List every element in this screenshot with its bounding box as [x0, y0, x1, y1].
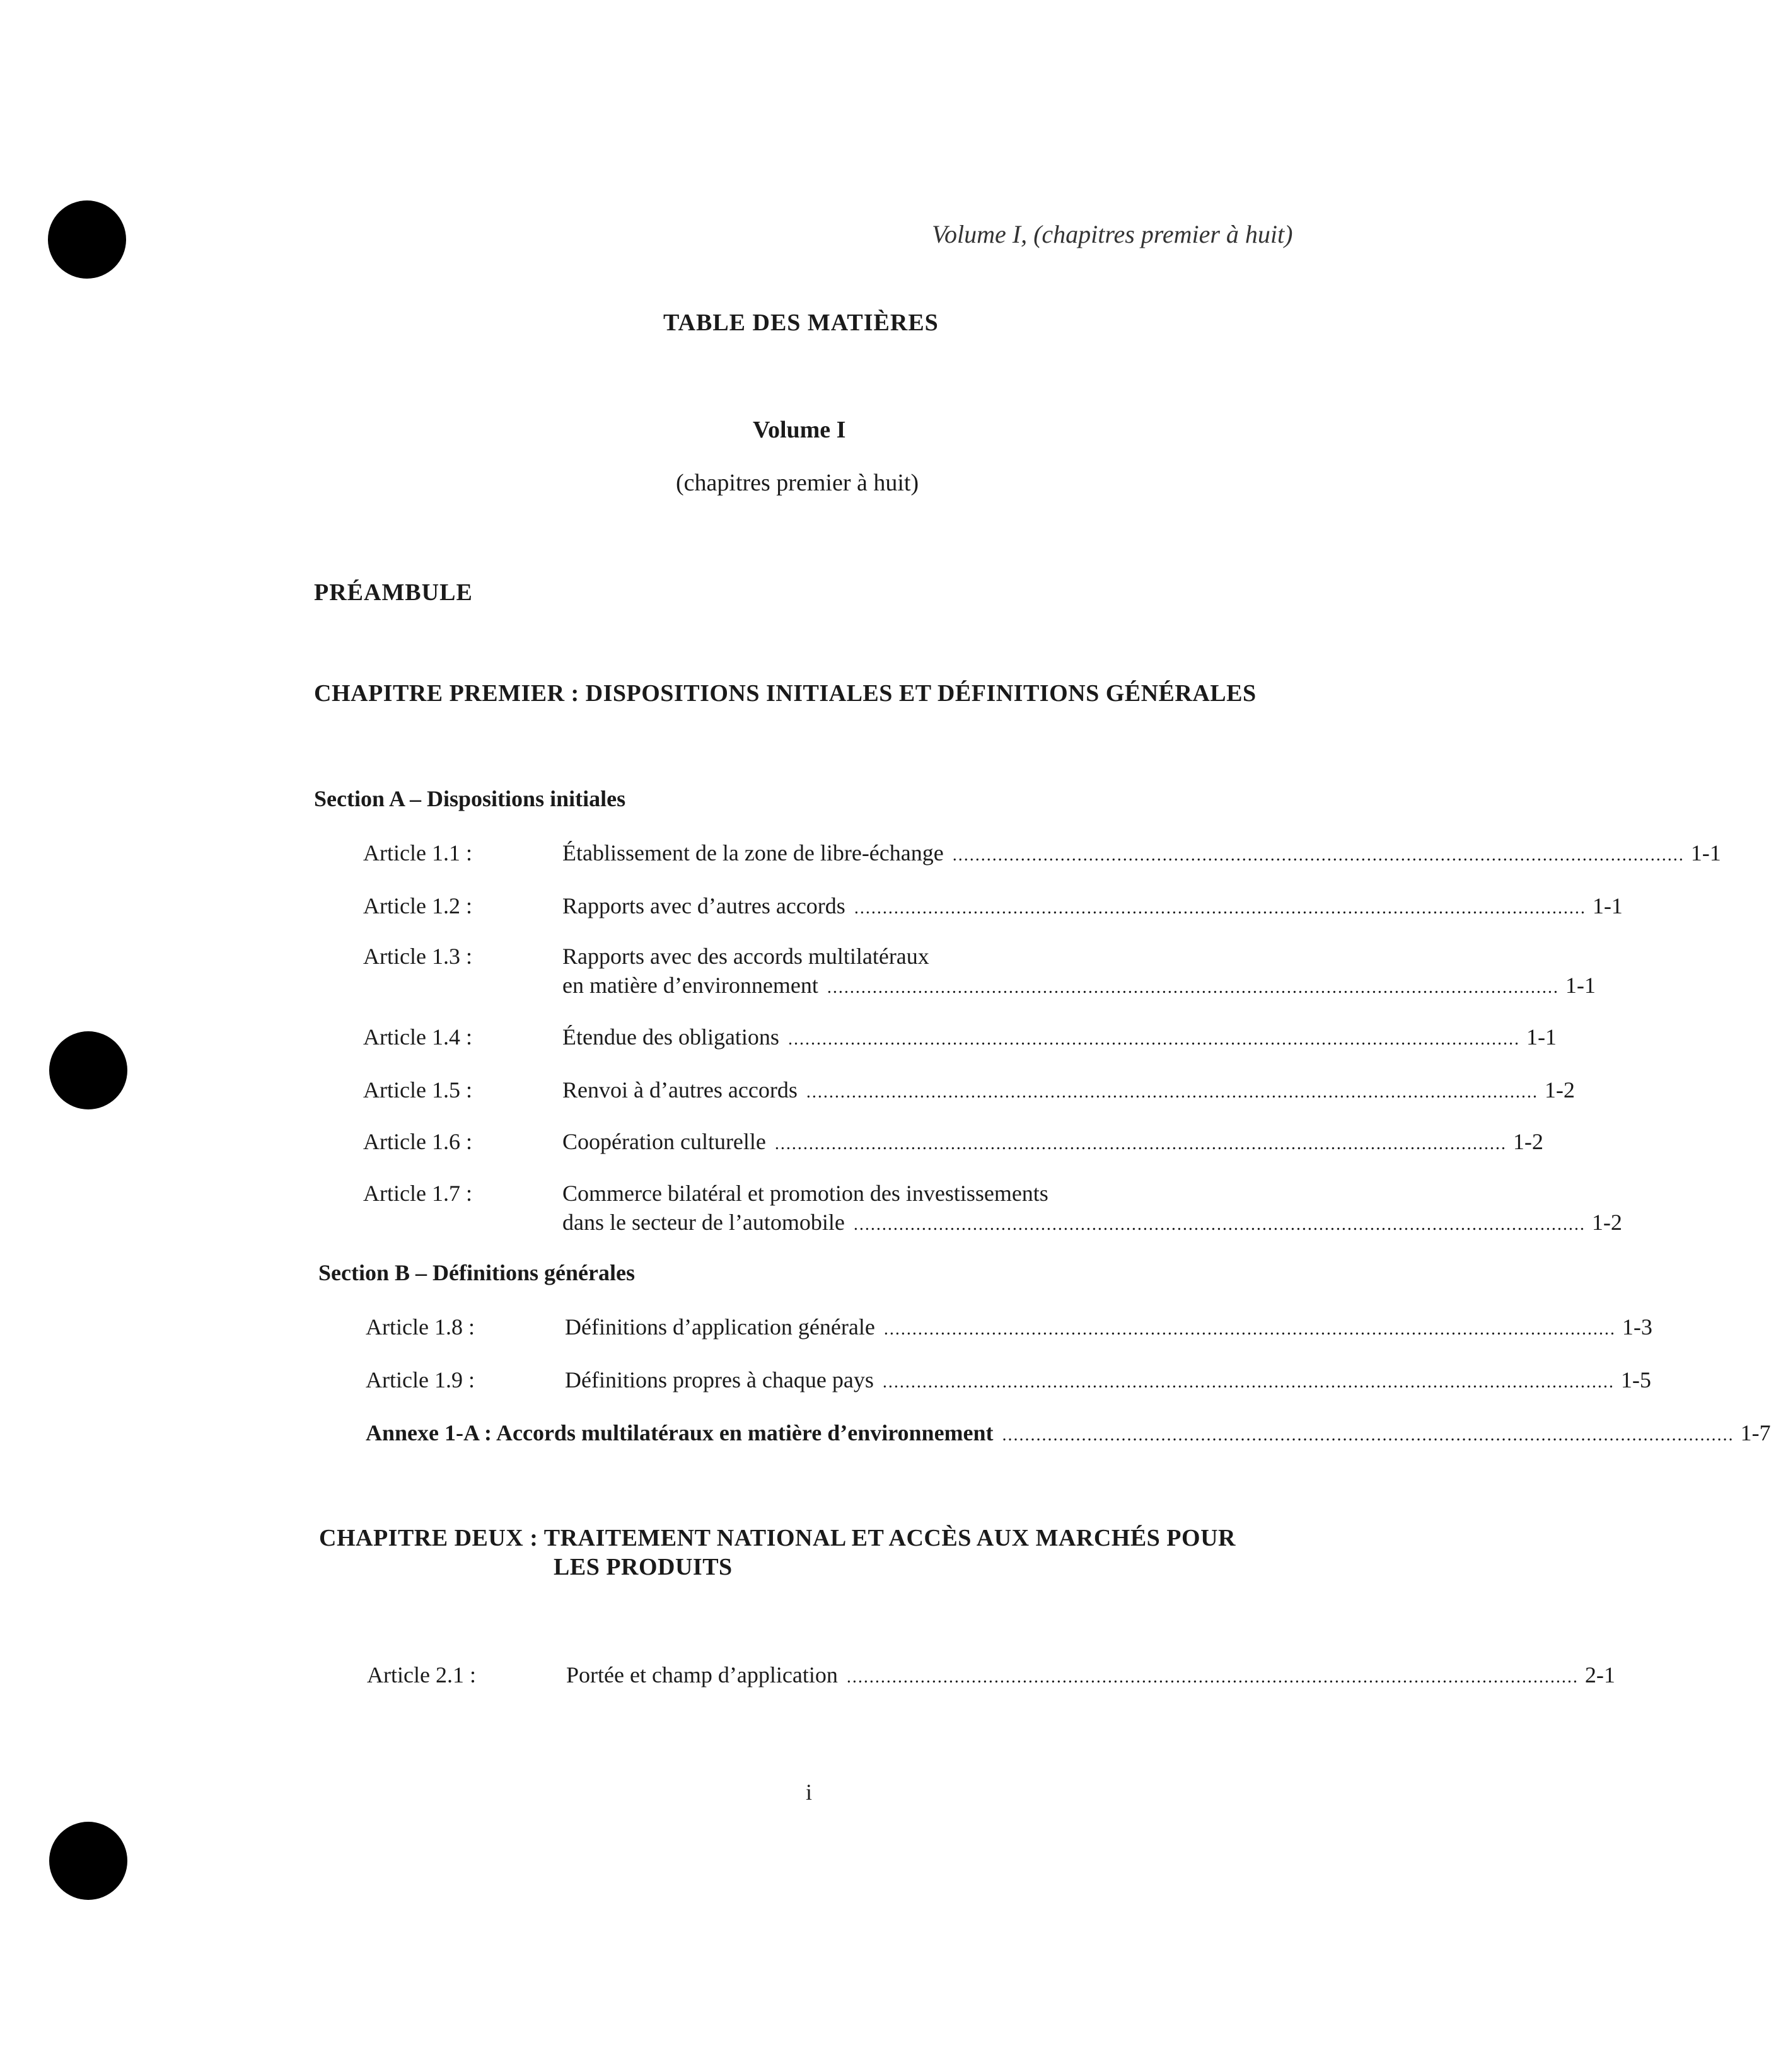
article-label: Article 1.7 : — [363, 1181, 472, 1206]
page-number: 1-7 — [1740, 1420, 1771, 1445]
article-label: Article 2.1 : — [367, 1662, 476, 1687]
article-label: Article 1.2 : — [363, 893, 472, 918]
leader-dots: ................................................................................................................................. — [787, 1029, 1520, 1049]
article-title: Portée et champ d’application — [566, 1662, 838, 1687]
volume-subtitle: (chapitres premier à huit) — [676, 470, 919, 496]
section-a-heading: Section A – Dispositions initiales — [314, 786, 626, 811]
volume-title: Volume I — [753, 417, 846, 443]
article-title: Étendue des obligations — [562, 1024, 779, 1050]
page-folio: i — [806, 1780, 813, 1805]
article-title: Établissement de la zone de libre-échange — [562, 840, 944, 865]
article-label: Article 1.4 : — [363, 1024, 472, 1050]
page-number: 1-2 — [1513, 1129, 1543, 1154]
binder-hole-top — [48, 200, 126, 279]
binder-hole-middle — [49, 1031, 127, 1109]
article-title: Définitions propres à chaque pays — [565, 1367, 874, 1392]
leader-dots: ................................................................................................................................. — [806, 1082, 1538, 1102]
article-title-continued: dans le secteur de l’automobile — [562, 1210, 845, 1235]
article-label: Article 1.8 : — [366, 1314, 475, 1340]
leader-dots: ................................................................................................................................. — [846, 1667, 1579, 1687]
leader-dots: ................................................................................................................................. — [952, 845, 1685, 865]
article-label: Article 1.6 : — [363, 1129, 472, 1154]
leader-dots: ................................................................................................................................. — [883, 1319, 1616, 1339]
leader-dots: ................................................................................................................................. — [882, 1372, 1615, 1392]
page-number: 1-2 — [1544, 1077, 1575, 1103]
article-label: Article 1.1 : — [363, 840, 472, 865]
page-number: 1-1 — [1565, 973, 1596, 998]
preamble-heading: PRÉAMBULE — [314, 579, 473, 606]
article-title: Renvoi à d’autres accords — [562, 1077, 798, 1103]
article-title: Définitions d’application générale — [565, 1314, 875, 1340]
leader-dots: ................................................................................................................................. — [827, 978, 1559, 997]
article-label: Article 1.5 : — [363, 1077, 472, 1103]
article-title: Rapports avec des accords multilatéraux — [562, 944, 929, 969]
page-number: 2-1 — [1584, 1662, 1615, 1687]
page-number: 1-1 — [1592, 893, 1623, 918]
article-title: Coopération culturelle — [562, 1129, 766, 1154]
page-number: 1-1 — [1526, 1024, 1557, 1050]
leader-dots: ................................................................................................................................. — [1002, 1425, 1734, 1445]
binder-hole-bottom — [49, 1822, 127, 1900]
article-title: Commerce bilatéral et promotion des investissements — [562, 1181, 1048, 1206]
section-b-heading: Section B – Définitions générales — [318, 1260, 635, 1285]
chapter-2-heading-continued: LES PRODUITS — [554, 1554, 733, 1580]
article-title-continued: en matière d’environnement — [562, 973, 818, 998]
page-number: 1-2 — [1591, 1210, 1622, 1235]
leader-dots: ................................................................................................................................. — [774, 1134, 1507, 1154]
chapter-2-heading: CHAPITRE DEUX : TRAITEMENT NATIONAL ET ACCÈS AUX MARCHÉS POUR — [319, 1525, 1236, 1551]
page-number: 1-5 — [1620, 1367, 1651, 1392]
article-label: Article 1.9 : — [366, 1367, 475, 1392]
chapter-1-heading: CHAPITRE PREMIER : DISPOSITIONS INITIALES ET DÉFINITIONS GÉNÉRALES — [314, 680, 1257, 707]
leader-dots: ................................................................................................................................. — [854, 898, 1586, 918]
article-title: Rapports avec d’autres accords — [562, 893, 845, 918]
page-number: 1-1 — [1690, 840, 1721, 865]
leader-dots: ................................................................................................................................. — [853, 1215, 1586, 1234]
page-number: 1-3 — [1622, 1314, 1652, 1340]
annex-title: Annexe 1-A : Accords multilatéraux en matière d’environnement — [366, 1420, 994, 1445]
page-title: TABLE DES MATIÈRES — [663, 310, 939, 336]
running-header: Volume I, (chapitres premier à huit) — [932, 220, 1293, 248]
article-label: Article 1.3 : — [363, 944, 472, 969]
